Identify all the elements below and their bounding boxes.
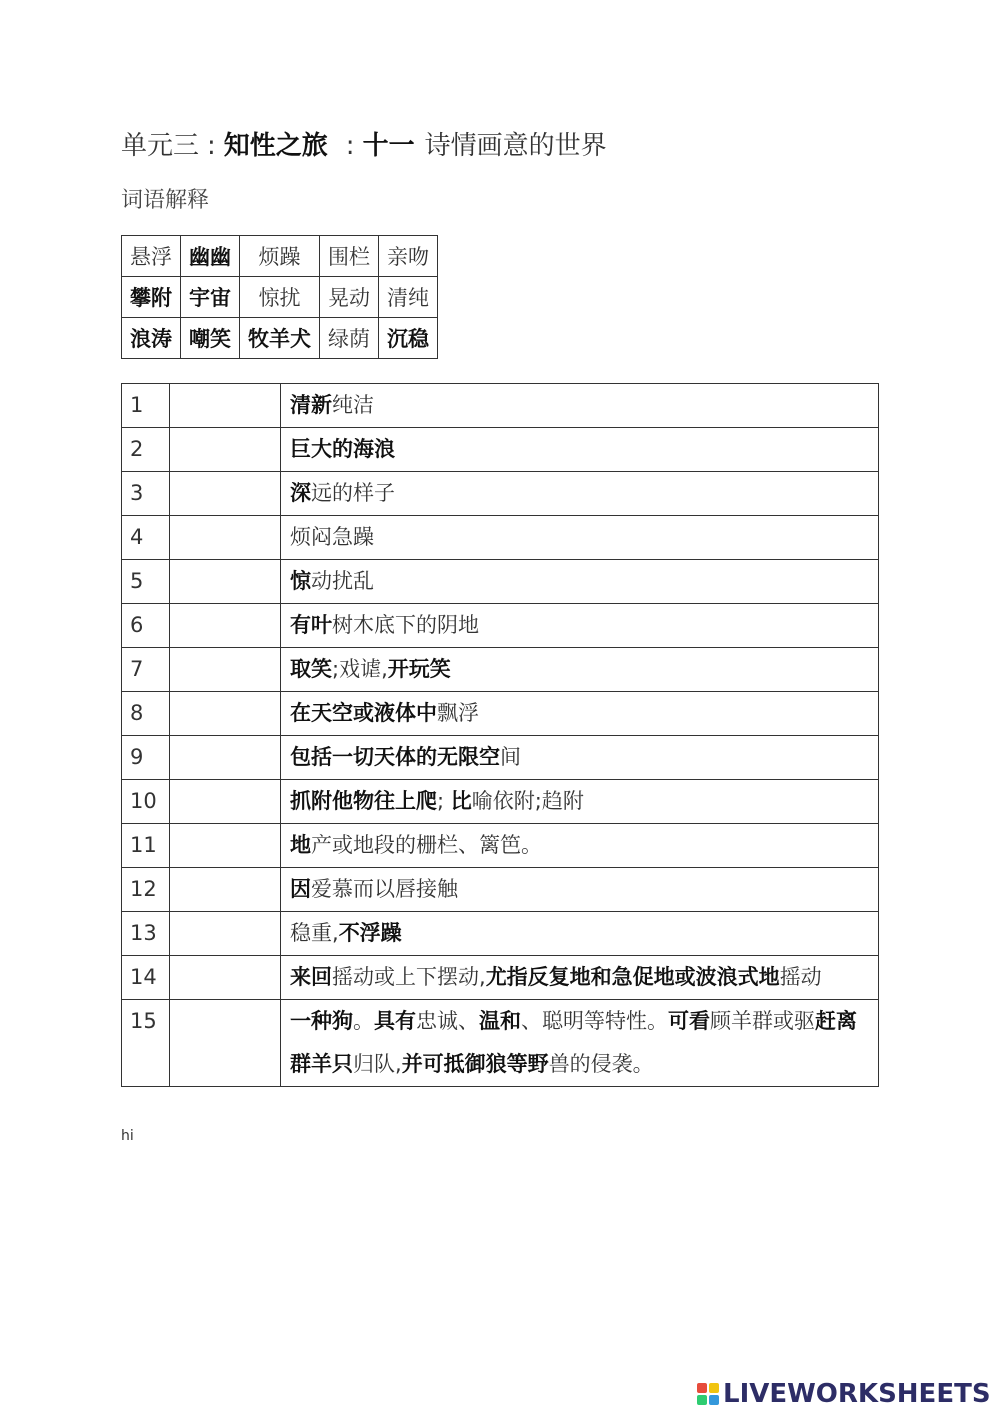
definition-segment: 飘浮	[437, 701, 479, 725]
word-bank-cell: 惊扰	[240, 277, 320, 318]
definition-segment: 喻依附;趋附	[471, 789, 584, 813]
definition-segment: 顾羊群或驱	[710, 1009, 815, 1033]
definition-segment: 地	[290, 833, 311, 857]
definition-segment: ;	[437, 789, 451, 813]
definition-number: 7	[122, 648, 170, 692]
definition-row	[122, 692, 879, 736]
answer-field[interactable]	[170, 648, 281, 692]
definition-text	[281, 780, 879, 824]
definition-segment: 因	[290, 877, 311, 901]
word-bank-cell: 亲吻	[379, 236, 438, 277]
word-bank-cell: 烦躁	[240, 236, 320, 277]
word-bank-cell: 宇宙	[181, 277, 240, 318]
definition-number: 1	[122, 384, 170, 428]
definition-segment: 可看	[668, 1009, 710, 1033]
answer-field[interactable]	[170, 780, 281, 824]
definition-text	[281, 1000, 879, 1087]
definition-text	[281, 472, 879, 516]
definition-segment: 归队,	[353, 1052, 402, 1076]
definition-segment: 清新	[290, 393, 332, 417]
definition-row	[122, 1000, 879, 1087]
answer-field[interactable]	[170, 736, 281, 780]
definition-number: 14	[122, 956, 170, 1000]
word-bank-cell: 清纯	[379, 277, 438, 318]
definition-text	[281, 956, 879, 1000]
definition-number: 2	[122, 428, 170, 472]
answer-field[interactable]	[170, 384, 281, 428]
definition-text	[281, 604, 879, 648]
definition-segment: 摇动或上下摆动,	[332, 965, 486, 989]
definition-row	[122, 648, 879, 692]
word-bank-cell: 幽幽	[181, 236, 240, 277]
answer-field[interactable]	[170, 824, 281, 868]
definition-segment: 温和	[479, 1009, 521, 1033]
answer-field[interactable]	[170, 516, 281, 560]
definition-segment: 比	[450, 789, 472, 813]
definitions-table	[121, 383, 879, 1087]
definition-number: 8	[122, 692, 170, 736]
definition-number: 12	[122, 868, 170, 912]
definition-segment: 一种狗	[290, 1009, 353, 1033]
definition-row	[122, 868, 879, 912]
definition-segment: 不浮躁	[338, 921, 402, 945]
word-bank-cell: 浪涛	[122, 318, 181, 359]
definition-text	[281, 428, 879, 472]
definition-number: 10	[122, 780, 170, 824]
lesson-number: 十一	[362, 131, 415, 161]
logo-icon	[697, 1383, 719, 1405]
definition-segment: 取笑	[290, 657, 332, 681]
word-bank-row	[122, 318, 438, 359]
definition-segment: 包括一切天体的无限空	[290, 745, 500, 769]
word-bank-row	[122, 236, 438, 277]
word-bank-cell: 沉稳	[379, 318, 438, 359]
answer-field[interactable]	[170, 428, 281, 472]
definition-segment: ;戏谑,	[332, 657, 388, 681]
answer-field[interactable]	[170, 692, 281, 736]
definition-segment: 远的样子	[311, 481, 395, 505]
answer-field[interactable]	[170, 912, 281, 956]
definition-text	[281, 736, 879, 780]
definition-number: 13	[122, 912, 170, 956]
definition-number: 5	[122, 560, 170, 604]
footer-note: hi	[121, 1128, 134, 1144]
word-bank-cell: 围栏	[320, 236, 379, 277]
definition-text	[281, 868, 879, 912]
definition-number: 6	[122, 604, 170, 648]
answer-field[interactable]	[170, 868, 281, 912]
answer-field[interactable]	[170, 560, 281, 604]
definition-segment: 抓附他物往上爬	[290, 789, 437, 813]
definition-segment: 赶离群羊只	[290, 1009, 857, 1076]
definition-segment: 产或地段的栅栏、篱笆。	[311, 833, 542, 857]
answer-field[interactable]	[170, 1000, 281, 1087]
definition-row	[122, 384, 879, 428]
definition-text	[281, 824, 879, 868]
definition-number: 9	[122, 736, 170, 780]
definition-segment: 树木底下的阴地	[332, 613, 479, 637]
answer-field[interactable]	[170, 604, 281, 648]
definition-row	[122, 780, 879, 824]
liveworksheets-logo	[697, 1378, 991, 1410]
definition-segment: 在天空或液体中	[290, 701, 437, 725]
unit-theme: 知性之旅	[223, 131, 328, 161]
definition-row	[122, 428, 879, 472]
definition-text	[281, 560, 879, 604]
definition-segment: 。	[353, 1009, 374, 1033]
word-bank-cell: 牧羊犬	[240, 318, 320, 359]
word-bank-row	[122, 277, 438, 318]
word-bank-cell: 悬浮	[122, 236, 181, 277]
word-bank-cell: 嘲笑	[181, 318, 240, 359]
word-bank-table	[121, 235, 438, 359]
definition-segment: 稳重,	[290, 921, 339, 945]
definition-segment: 烦闷急躁	[290, 525, 374, 549]
definition-row	[122, 736, 879, 780]
answer-field[interactable]	[170, 472, 281, 516]
definition-segment: 有叶	[290, 613, 332, 637]
definition-number: 11	[122, 824, 170, 868]
definition-row	[122, 604, 879, 648]
definition-row	[122, 472, 879, 516]
definition-segment: 、聪明等特性。	[521, 1009, 668, 1033]
definition-text	[281, 912, 879, 956]
definition-row	[122, 516, 879, 560]
definition-row	[122, 956, 879, 1000]
section-heading: 词语解释	[121, 188, 210, 213]
definition-segment: 并可抵御狼等野	[401, 1052, 549, 1076]
definition-text	[281, 648, 879, 692]
unit-label: 单元三	[121, 131, 200, 161]
definition-segment: 忠诚、	[416, 1009, 479, 1033]
definition-number: 4	[122, 516, 170, 560]
title-colon: :	[207, 131, 216, 161]
definition-row	[122, 560, 879, 604]
definition-text	[281, 692, 879, 736]
definition-segment: 纯洁	[332, 393, 374, 417]
logo-text: LIVEWORKSHEETS	[723, 1379, 991, 1409]
word-bank-cell: 攀附	[122, 277, 181, 318]
title-colon: :	[345, 131, 355, 161]
definition-number: 3	[122, 472, 170, 516]
definition-segment: 惊	[290, 569, 311, 593]
page-title	[121, 126, 607, 166]
definition-text	[281, 516, 879, 560]
definition-text	[281, 384, 879, 428]
definition-row	[122, 912, 879, 956]
definition-segment: 开玩笑	[387, 657, 451, 681]
definition-segment: 间	[500, 745, 521, 769]
definition-segment: 具有	[374, 1009, 416, 1033]
definition-segment: 来回	[290, 965, 332, 989]
definition-segment: 动扰乱	[311, 569, 374, 593]
definition-row	[122, 824, 879, 868]
definition-segment: 摇动	[779, 965, 822, 989]
answer-field[interactable]	[170, 956, 281, 1000]
definition-segment: 爱慕而以唇接触	[311, 877, 458, 901]
definition-segment: 深	[290, 481, 311, 505]
definition-segment: 尤指反复地和急促地或波浪式地	[485, 965, 780, 989]
word-bank-cell: 绿荫	[320, 318, 379, 359]
word-bank-cell: 晃动	[320, 277, 379, 318]
definition-segment: 巨大的海浪	[290, 437, 395, 461]
definition-number: 15	[122, 1000, 170, 1087]
definition-segment: 兽的侵袭。	[548, 1052, 654, 1076]
lesson-name: 诗情画意的世界	[424, 131, 607, 161]
